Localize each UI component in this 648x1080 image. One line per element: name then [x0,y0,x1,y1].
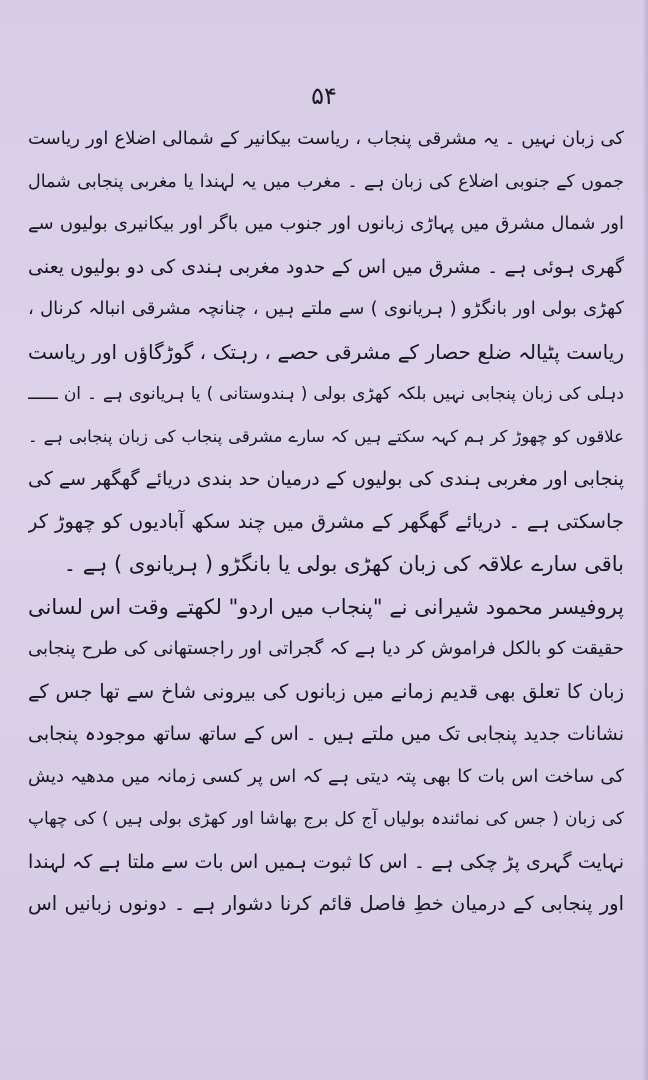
text-line: باقی سارے علاقہ کی زبان کھڑی بولی یا بانگڑو ( ہریانوی ) ہے ۔ [63,552,624,576]
text-line: کی ساخت اس بات کا بھی پتہ دیتی ہے کہ اس پر کسی زمانہ میں مدھیہ دیش [28,765,624,787]
page-edge-shadow [642,0,648,1080]
page-number: ۵۴ [311,82,337,110]
text-line: پنجابی اور مغربی ہندی کی بولیوں کے درمیان حد بندی دریائے گھگھر سے کی [28,468,624,490]
text-line: دہلی کی زبان پنجابی نہیں بلکہ کھڑی بولی ( ہندوستانی ) یا ہریانوی ہے ۔ ان ــــــ [28,384,624,404]
text-line: حقیقت کو بالکل فراموش کر دیا ہے کہ گجراتی اور راجستھانی کی طرح پنجابی [28,638,624,659]
body-text [28,118,624,926]
text-line: اور پنجابی کے درمیان خطِ فاصل قائم کرنا دشوار ہے ۔ دونوں زبانیں اس [28,892,624,915]
text-line: پروفیسر محمود شیرانی نے "پنجاب میں اردو" لکھتے وقت اس لسانی [28,594,624,619]
text-line: اور شمال مشرق میں پہاڑی زبانوں اور جنوب میں باگر اور بیکانیری بولیوں سے [28,213,624,234]
text-line: گھری ہوئی ہے ۔ مشرق میں اس کے حدود مغربی ہندی کی دو بولیوں یعنی [28,255,624,278]
text-line: کی زبان نہیں ۔ یہ مشرقی پنجاب ، ریاست بیکانیر کے شمالی اضلاع اور ریاست [28,128,624,149]
text-line: علاقوں کو چھوڑ کر ہم کہہ سکتے ہیں کہ سارے مشرقی پنجاب کی زبان پنجابی ہے ۔ [28,426,624,446]
text-line: کھڑی بولی اور بانگڑو ( ہریانوی ) سے ملتے ہیں ، چنانچہ مشرقی انبالہ کرنال ، [28,298,624,319]
text-line: جاسکتی ہے ۔ دریائے گھگھر کے مشرق میں چند سکھ آبادیوں کو چھوڑ کر [28,509,624,533]
text-line: کی زبان ( جس کی نمائندہ بولیاں آج کل برج بھاشا اور کھڑی بولی ہیں ) کی چھاپ [28,809,624,829]
text-line: نشانات جدید پنجابی تک میں ملتے ہیں ۔ اس کے ساتھ ساتھ موجودہ پنجابی [28,723,624,745]
text-line: زبان کا تعلق بھی قدیم زمانے میں زبانوں کی بیرونی شاخ سے تھا جس کے [28,679,624,703]
text-line: نہایت گہری پڑ چکی ہے ۔ اس کا ثبوت ہمیں اس بات سے ملتا ہے کہ لہندا [28,850,624,873]
text-line: جموں کے جنوبی اضلاع کی زبان ہے ۔ مغرب میں یہ لہندا یا مغربی پنجابی شمال [28,171,624,192]
text-line: ریاست پٹیالہ ضلع حصار کے مشرقی حصے ، رہتک ، گوڑگاؤں اور ریاست [28,339,624,364]
